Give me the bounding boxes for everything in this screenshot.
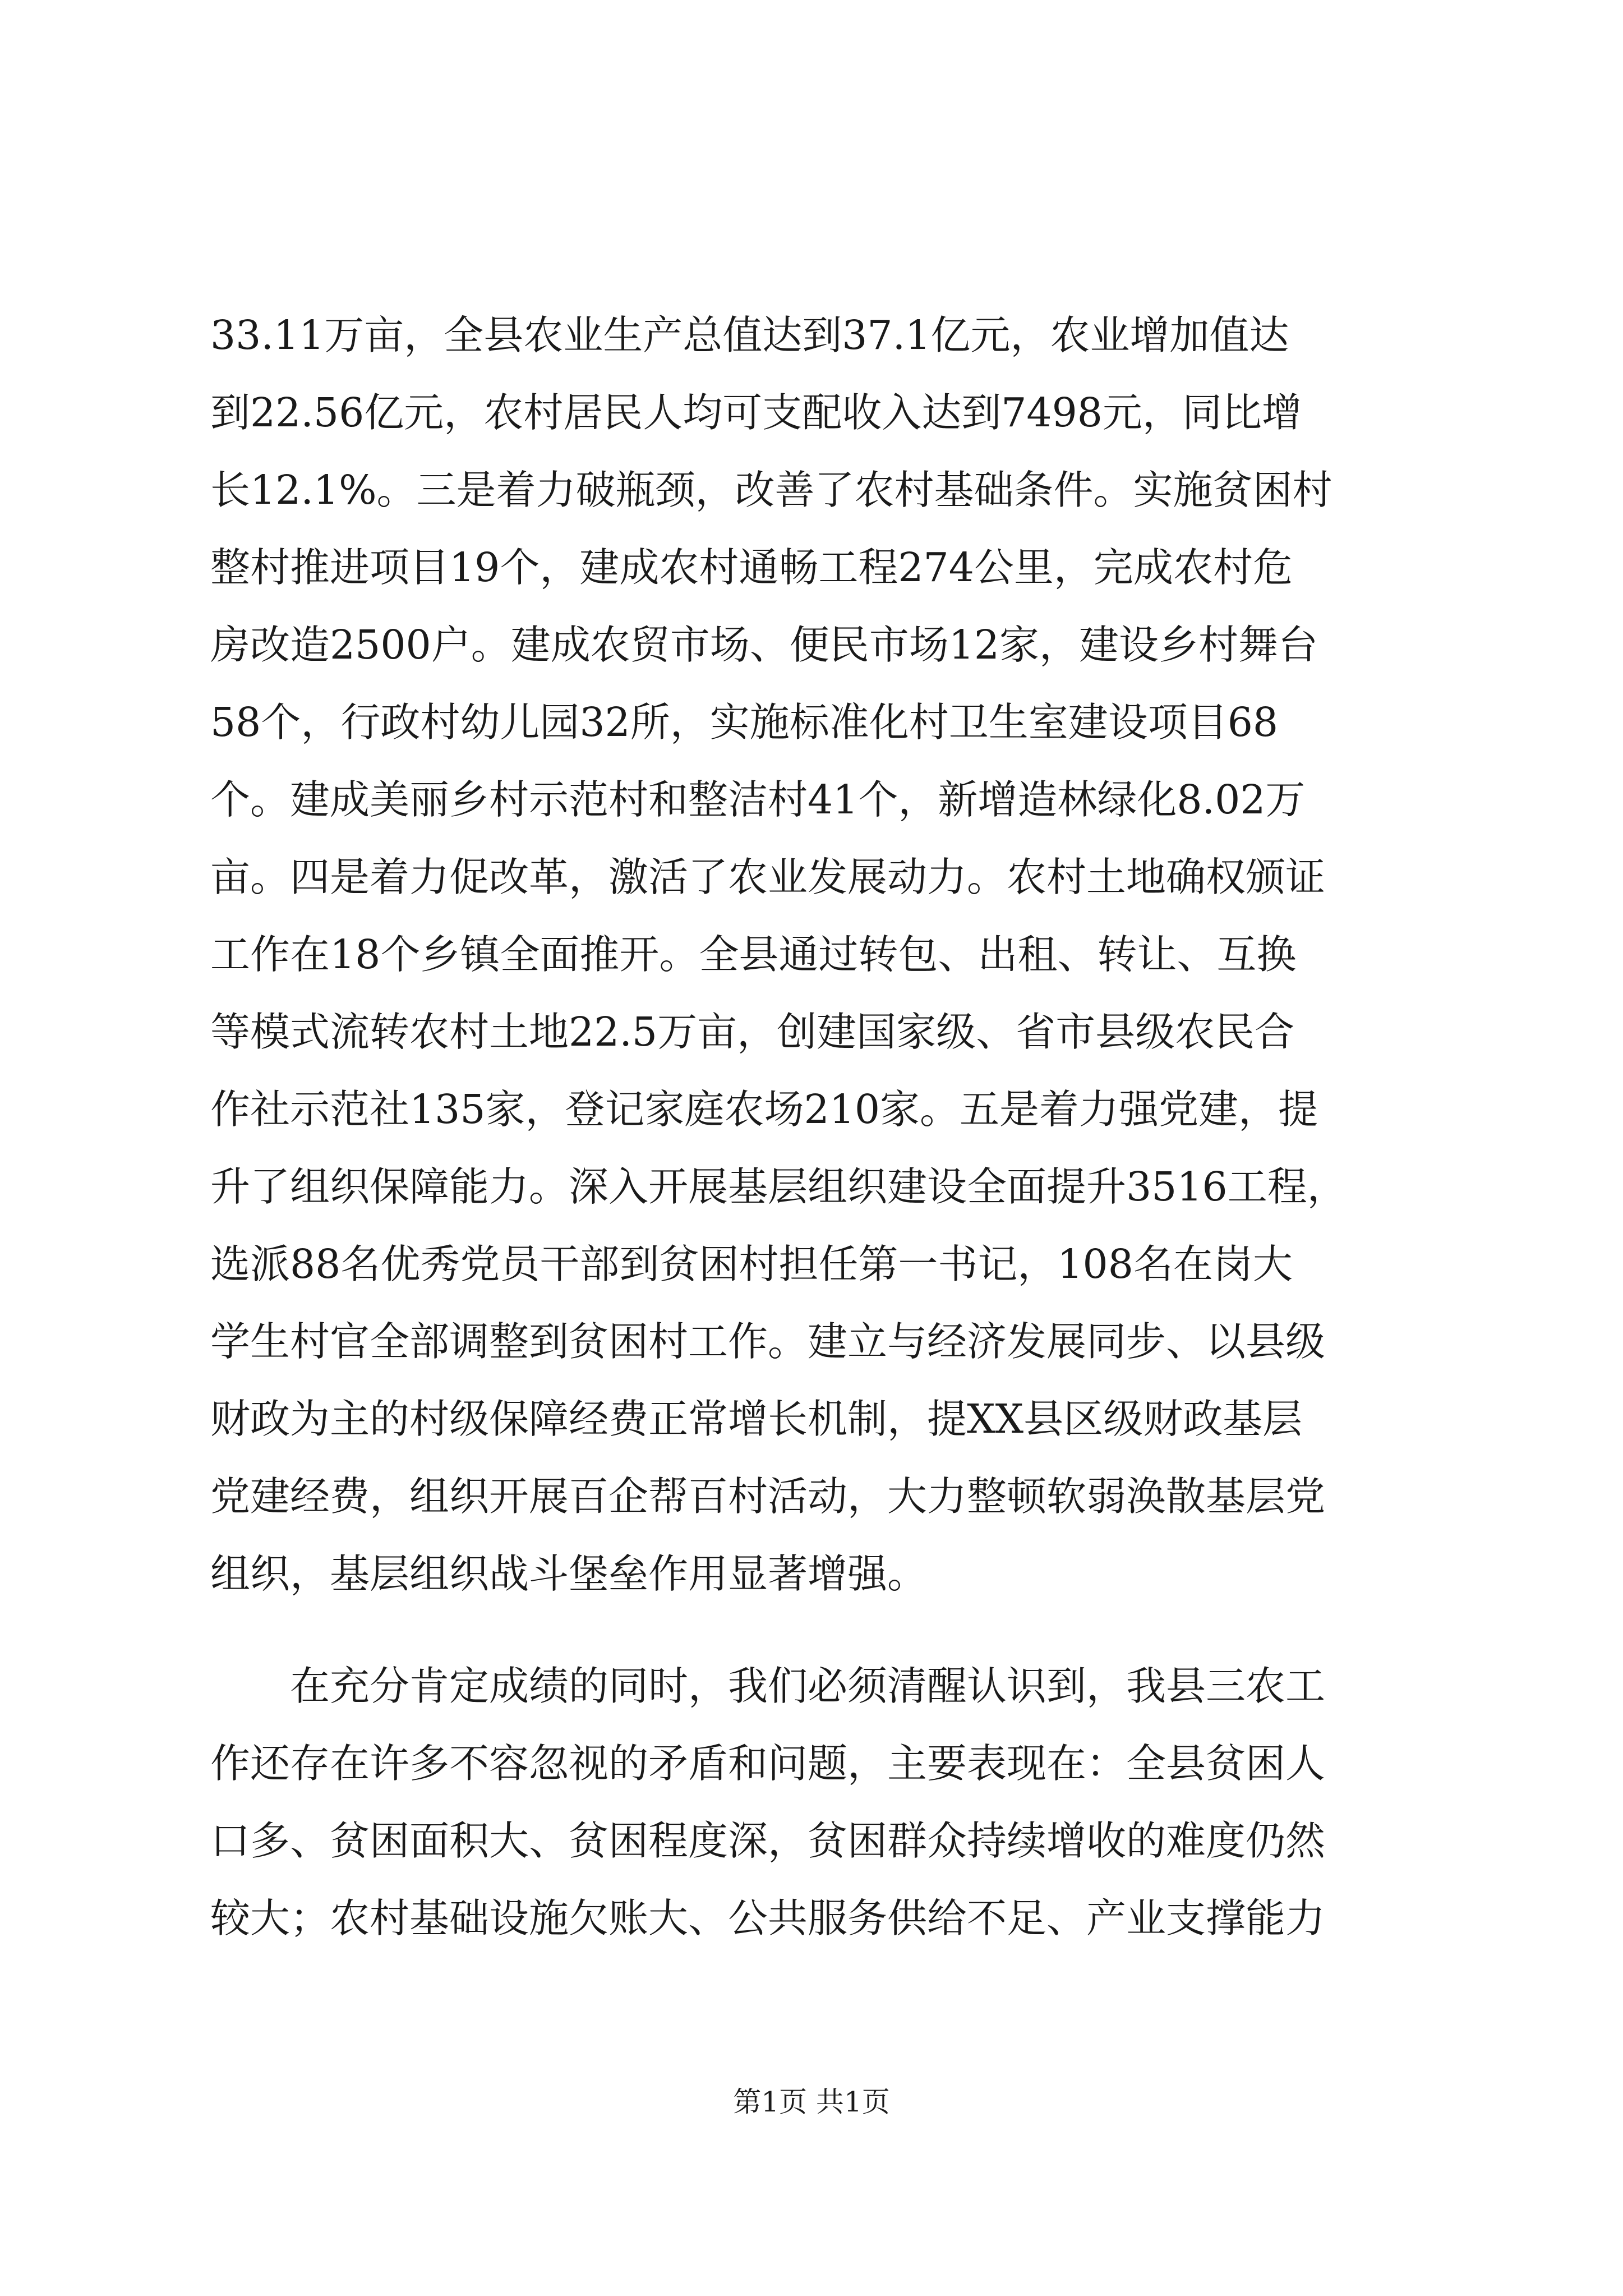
text-line: 升了组织保障能力。深入开展基层组织建设全面提升3516工程， <box>210 1163 1347 1210</box>
text-line: 在充分肯定成绩的同时，我们必须清醒认识到，我县三农工 <box>210 1663 1326 1709</box>
page-footer <box>0 2082 1623 2122</box>
text-line: 组织，基层组织战斗堡垒作用显著增强。 <box>210 1550 928 1597</box>
text-line: 工作在18个乡镇全面推开。全县通过转包、出租、转让、互换 <box>210 931 1297 978</box>
text-line: 作社示范社135家，登记家庭农场210家。五是着力强党建，提 <box>210 1086 1318 1133</box>
text-line: 作还存在许多不容忽视的矛盾和问题，主要表现在：全县贫困人 <box>210 1740 1326 1787</box>
text-line: 亩。四是着力促改革，激活了农业发展动力。农村土地确权颁证 <box>210 854 1326 900</box>
text-line: 财政为主的村级保障经费正常增长机制，提XX县区级财政基层 <box>210 1396 1303 1442</box>
text-line: 长12.1%。三是着力破瓶颈，改善了农村基础条件。实施贫困村 <box>210 467 1332 513</box>
page-number-label: 第1页 共1页 <box>733 2086 890 2118</box>
text-line: 58个，行政村幼儿园32所，实施标准化村卫生室建设项目68 <box>210 699 1279 746</box>
text-line: 个。建成美丽乡村示范村和整洁村41个，新增造林绿化8.02万 <box>210 776 1306 823</box>
text-line: 整村推进项目19个，建成农村通畅工程274公里，完成农村危 <box>210 544 1293 591</box>
text-line: 学生村官全部调整到贫困村工作。建立与经济发展同步、以县级 <box>210 1318 1326 1365</box>
text-line: 房改造2500户。建成农贸市场、便民市场12家，建设乡村舞台 <box>210 622 1318 668</box>
text-line: 选派88名优秀党员干部到贫困村担任第一书记，108名在岗大 <box>210 1241 1293 1287</box>
text-line: 党建经费，组织开展百企帮百村活动，大力整顿软弱涣散基层党 <box>210 1473 1326 1520</box>
text-line: 口多、贫困面积大、贫困程度深，贫困群众持续增收的难度仍然 <box>210 1818 1326 1864</box>
text-line: 到22.56亿元，农村居民人均可支配收入达到7498元，同比增 <box>210 389 1302 436</box>
text-line: 较大；农村基础设施欠账大、公共服务供给不足、产业支撑能力 <box>210 1895 1326 1941</box>
text-line: 等模式流转农村土地22.5万亩，创建国家级、省市县级农民合 <box>210 1009 1295 1055</box>
text-line: 33.11万亩，全县农业生产总值达到37.1亿元，农业增加值达 <box>210 312 1289 358</box>
